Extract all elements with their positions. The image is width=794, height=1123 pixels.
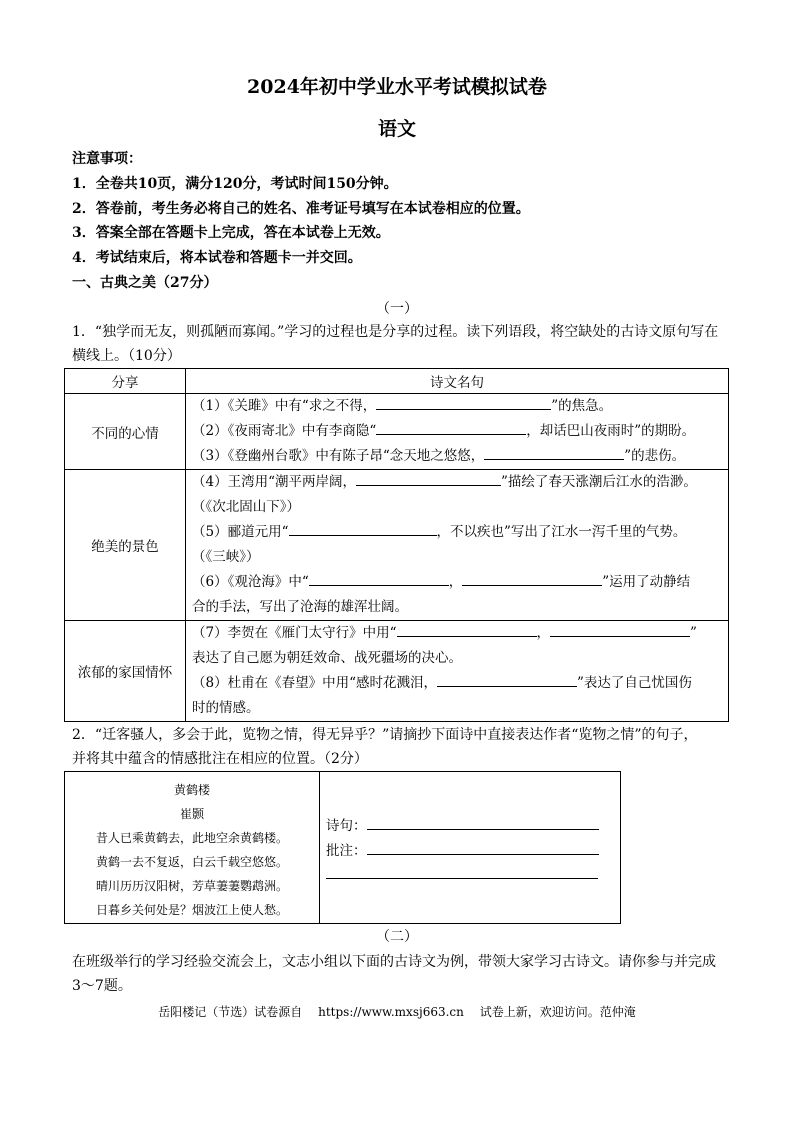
answer-blank[interactable] — [367, 840, 599, 855]
answer-label-note: 批注： — [326, 843, 367, 859]
answer-blank[interactable] — [289, 520, 437, 536]
row-category: 不同的心情 — [65, 394, 186, 470]
subject-title: 语文 — [377, 118, 416, 140]
answer-blank[interactable] — [397, 621, 537, 637]
answer-label-line: 诗句： — [326, 818, 367, 834]
answer-box — [320, 772, 621, 924]
poem-author: 崔颢 — [179, 807, 204, 821]
poetry-table — [64, 368, 729, 722]
section2-intro-line-1: 在班级举行的学习经验交流会上，文志小组以下面的古诗文为例，带领大家学习古诗文。请你参与并完成 — [72, 954, 716, 970]
table-row — [65, 621, 729, 722]
answer-blank[interactable] — [326, 864, 598, 879]
answer-blank[interactable] — [376, 419, 526, 435]
question-2-line-1: 2．“迁客骚人，多会于此，览物之情，得无异乎？”请摘抄下面诗中直接表达作者“览物之情”的句子， — [72, 727, 698, 743]
footer-left: 岳阳楼记（节选）试卷源自 — [158, 1005, 303, 1019]
answer-blank[interactable] — [437, 671, 577, 687]
poem-line: 晴川历历汉阳树，芳草萋萋鹦鹉洲。 — [95, 879, 288, 893]
footer-right: 试卷上新，欢迎访问。范仲淹 — [479, 1005, 636, 1019]
exam-title: 2024年初中学业水平考试模拟试卷 — [247, 76, 547, 98]
col-header-lines: 诗文名句 — [186, 369, 729, 394]
question-2-line-2: 并将其中蕴含的情感批注在相应的位置。（2分） — [72, 751, 368, 767]
note-item: 3．答案全部在答题卡上完成，答在本试卷上无效。 — [72, 225, 390, 241]
note-item: 2．答卷前，考生务必将自己的姓名、准考证号填写在本试卷相应的位置。 — [72, 201, 530, 217]
row-content: （4）王湾用“潮平两岸阔， ”描绘了春天涨潮后江水的浩渺。 （《次北固山下》） （5）郦道元用“ ，不以疾也”写出了江水一泻千里的气势。 （《三峡》） （6）《观沧海》中“ ， ”运用了动静结 合的手法，写出了沧海的雄浑壮阔。 — [186, 470, 729, 621]
poem-line: 昔人已乘黄鹤去，此地空余黄鹤楼。 — [95, 831, 288, 845]
answer-blank[interactable] — [367, 815, 599, 830]
notes-heading: 注意事项： — [72, 151, 142, 167]
poem-line: 日暮乡关何处是？烟波江上使人愁。 — [95, 903, 288, 917]
row-content: （1）《关雎》中有“求之不得， ”的焦急。 （2）《夜雨寄北》中有李商隐“ ，却话巴山夜雨时”的期盼。 （3）《登幽州台歌》中有陈子昂“念天地之悠悠， ”的悲伤。 — [186, 394, 729, 470]
answer-blank[interactable] — [309, 570, 449, 586]
row-category: 浓郁的家国情怀 — [65, 621, 186, 722]
answer-blank[interactable] — [484, 444, 624, 460]
answer-blank[interactable] — [376, 394, 551, 410]
poem-table — [64, 771, 621, 924]
answer-blank[interactable] — [462, 570, 602, 586]
row-category: 绝美的景色 — [65, 470, 186, 621]
answer-blank[interactable] — [550, 621, 690, 637]
col-header-share: 分享 — [65, 369, 186, 394]
part-label: （一） — [376, 301, 418, 317]
note-item: 4．考试结束后，将本试卷和答题卡一并交回。 — [72, 250, 362, 266]
section-heading: 一、古典之美（27分） — [72, 275, 218, 291]
table-row — [65, 394, 729, 470]
row-content: （7）李贺在《雁门太守行》中用“ ， ” 表达了自己愿为朝廷效命、战死疆场的决心。 （8）杜甫在《春望》中用“感时花溅泪， ”表达了自己忧国伤 时的情感。 — [186, 621, 729, 722]
part-label: （二） — [376, 929, 418, 945]
poem-line: 黄鹤一去不复返，白云千载空悠悠。 — [95, 855, 288, 869]
footer — [0, 1003, 794, 1020]
note-item: 1．全卷共10页，满分120分，考试时间150分钟。 — [72, 176, 398, 192]
poem-box — [65, 772, 320, 924]
question-1-text: 1．“独学而无友，则孤陋而寡闻。”学习的过程也是分享的过程。读下列语段，将空缺处的古诗文原句写在横线上。（10分） — [72, 324, 719, 364]
table-row — [65, 470, 729, 621]
answer-blank[interactable] — [356, 470, 501, 486]
section2-intro-line-2: 3～7题。 — [72, 978, 132, 994]
poem-title: 黄鹤楼 — [173, 783, 210, 797]
footer-url[interactable]: https://www.mxsj663.cn — [318, 1005, 464, 1019]
